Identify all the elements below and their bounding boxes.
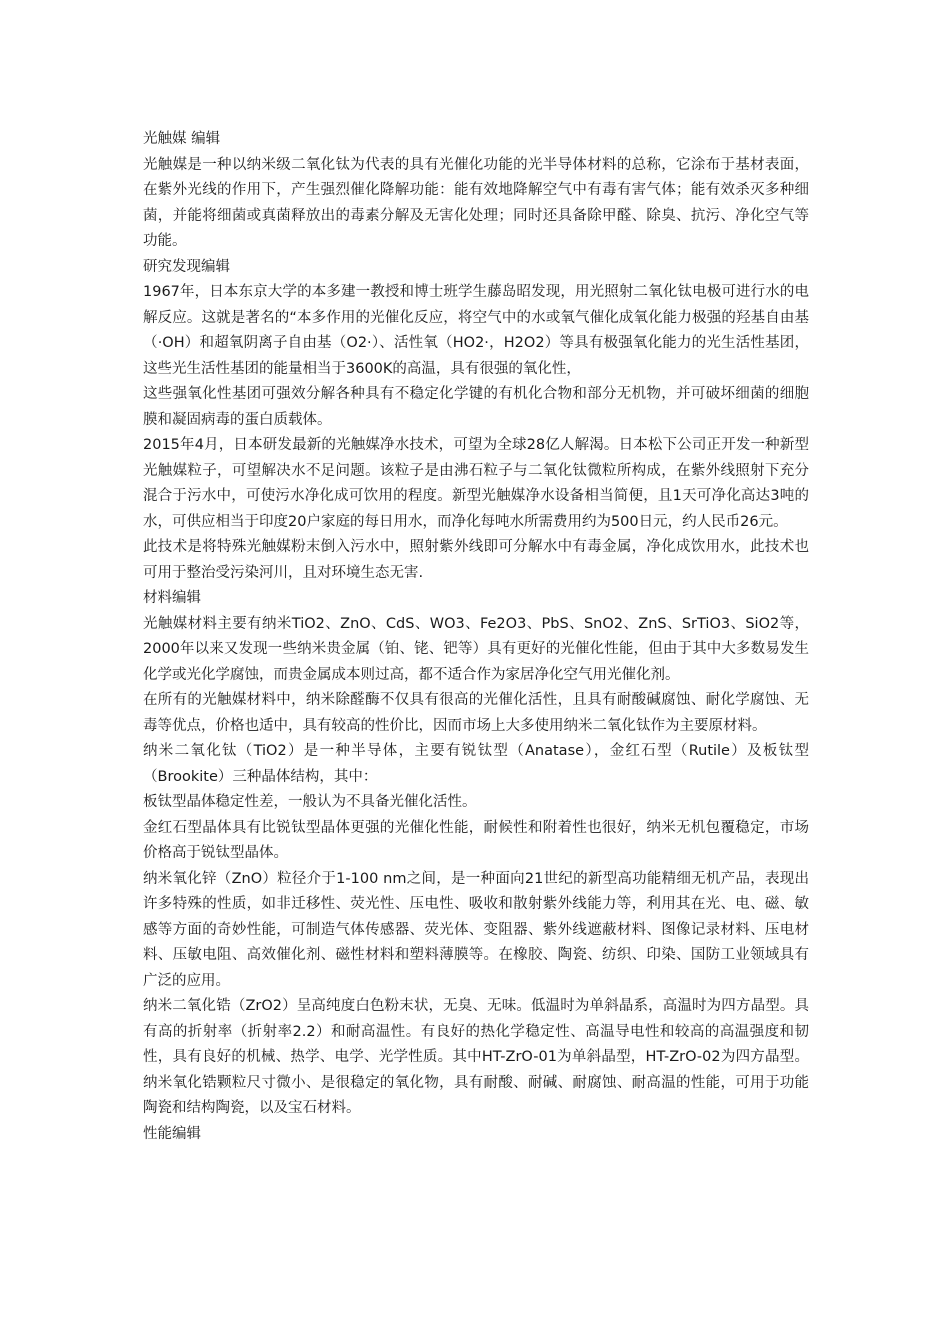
material-paragraph-2: 在所有的光触媒材料中，纳米除醛酶不仅具有很高的光催化活性，且具有耐酸碱腐蚀、耐化学腐蚀、无毒等优点，价格也适中，具有较高的性价比，因而市场上大多使用纳米二氧化钛作为主要原材料。: [143, 692, 809, 734]
document-body: [143, 127, 809, 1147]
material-paragraph-4: 板钛型晶体稳定性差，一般认为不具备光催化活性。: [143, 794, 477, 810]
material-paragraph-3: 纳米二氧化钛（TiO2）是一种半导体，主要有锐钛型（Anatase），金红石型（Rutile）及板钛型（Brookite）三种晶体结构，其中：: [143, 743, 809, 785]
material-paragraph-6: 纳米氧化锌（ZnO）粒径介于1-100 nm之间，是一种面向21世纪的新型高功能精细无机产品，表现出许多特殊的性质，如非迁移性、荧光性、压电性、吸收和散射紫外线能力等，利用其在光、电、磁、敏感等方面的奇妙性能，可制造气体传感器、荧光体、变阻器、紫外线遮蔽材料、图像记录材料、压电材料、压敏电阻、高效催化剂、磁性材料和塑料薄膜等。在橡胶、陶瓷、纺织、印染、国防工业领域具有广泛的应用。: [143, 870, 809, 989]
intro-paragraph: 光触媒是一种以纳米级二氧化钛为代表的具有光催化功能的光半导体材料的总称，它涂布于基材表面，在紫外光线的作用下，产生强烈催化降解功能：能有效地降解空气中有毒有害气体；能有效杀灭多种细菌，并能将细菌或真菌释放出的毒素分解及无害化处理；同时还具备除甲醛、除臭、抗污、净化空气等功能。: [143, 156, 809, 249]
material-paragraph-7: 纳米二氧化锆（ZrO2）呈高纯度白色粉末状，无臭、无味。低温时为单斜晶系，高温时为四方晶型。具有高的折射率（折射率2.2）和耐高温性。有良好的热化学稳定性、高温导电性和较高的高温强度和韧性，具有良好的机械、热学、电学、光学性质。其中HT-ZrO-01为单斜晶型，HT-ZrO-02为四方晶型。纳米氧化锆颗粒尺寸微小、是很稳定的氧化物，具有耐酸、耐碱、耐腐蚀、耐高温的性能，可用于功能陶瓷和结构陶瓷，以及宝石材料。: [143, 998, 809, 1116]
research-paragraph-1: 1967年，日本东京大学的本多建一教授和博士班学生藤岛昭发现，用光照射二氧化钛电极可进行水的电解反应。这就是著名的“本多作用的光催化反应，将空气中的水或氧气催化成氧化能力极强的羟基自由基（·OH）和超氧阴离子自由基（O2·）、活性氧（HO2·，H2O2）等具有极强氧化能力的光生活性基团，这些光生活性基团的能量相当于3600K的高温，具有很强的氧化性，: [143, 284, 809, 377]
material-paragraph-1: 光触媒材料主要有纳米TiO2、ZnO、CdS、WO3、Fe2O3、PbS、SnO2、ZnS、SrTiO3、SiO2等，2000年以来又发现一些纳米贵金属（铂、铑、钯等）具有更好的光催化性能，但由于其中大多数易发生化学或光化学腐蚀，而贵金属成本则过高，都不适合作为家居净化空气用光催化剂。: [143, 615, 809, 683]
document-title: 光触媒 编辑: [143, 131, 221, 147]
section-heading-performance: 性能编辑: [143, 1125, 201, 1142]
section-heading-research: 研究发现编辑: [143, 258, 230, 275]
research-paragraph-2: 这些强氧化性基团可强效分解各种具有不稳定化学键的有机化合物和部分无机物，并可破坏细菌的细胞膜和凝固病毒的蛋白质载体。: [143, 386, 809, 428]
research-paragraph-3: 2015年4月，日本研发最新的光触媒净水技术，可望为全球28亿人解渴。日本松下公司正开发一种新型光触媒粒子，可望解决水不足问题。该粒子是由沸石粒子与二氧化钛微粒所构成，在紫外线照射下充分混合于污水中，可使污水净化成可饮用的程度。新型光触媒净水设备相当简便，且1天可净化高达3吨的水，可供应相当于印度20户家庭的每日用水，而净化每吨水所需费用约为500日元，约人民币26元。: [143, 437, 809, 530]
research-paragraph-4: 此技术是将特殊光触媒粉末倒入污水中，照射紫外线即可分解水中有毒金属，净化成饮用水，此技术也可用于整治受污染河川，且对环境生态无害.: [143, 539, 809, 581]
section-heading-material: 材料编辑: [143, 590, 201, 606]
material-paragraph-5: 金红石型晶体具有比锐钛型晶体更强的光催化性能，耐候性和附着性也很好，纳米无机包覆稳定，市场价格高于锐钛型晶体。: [143, 819, 809, 861]
